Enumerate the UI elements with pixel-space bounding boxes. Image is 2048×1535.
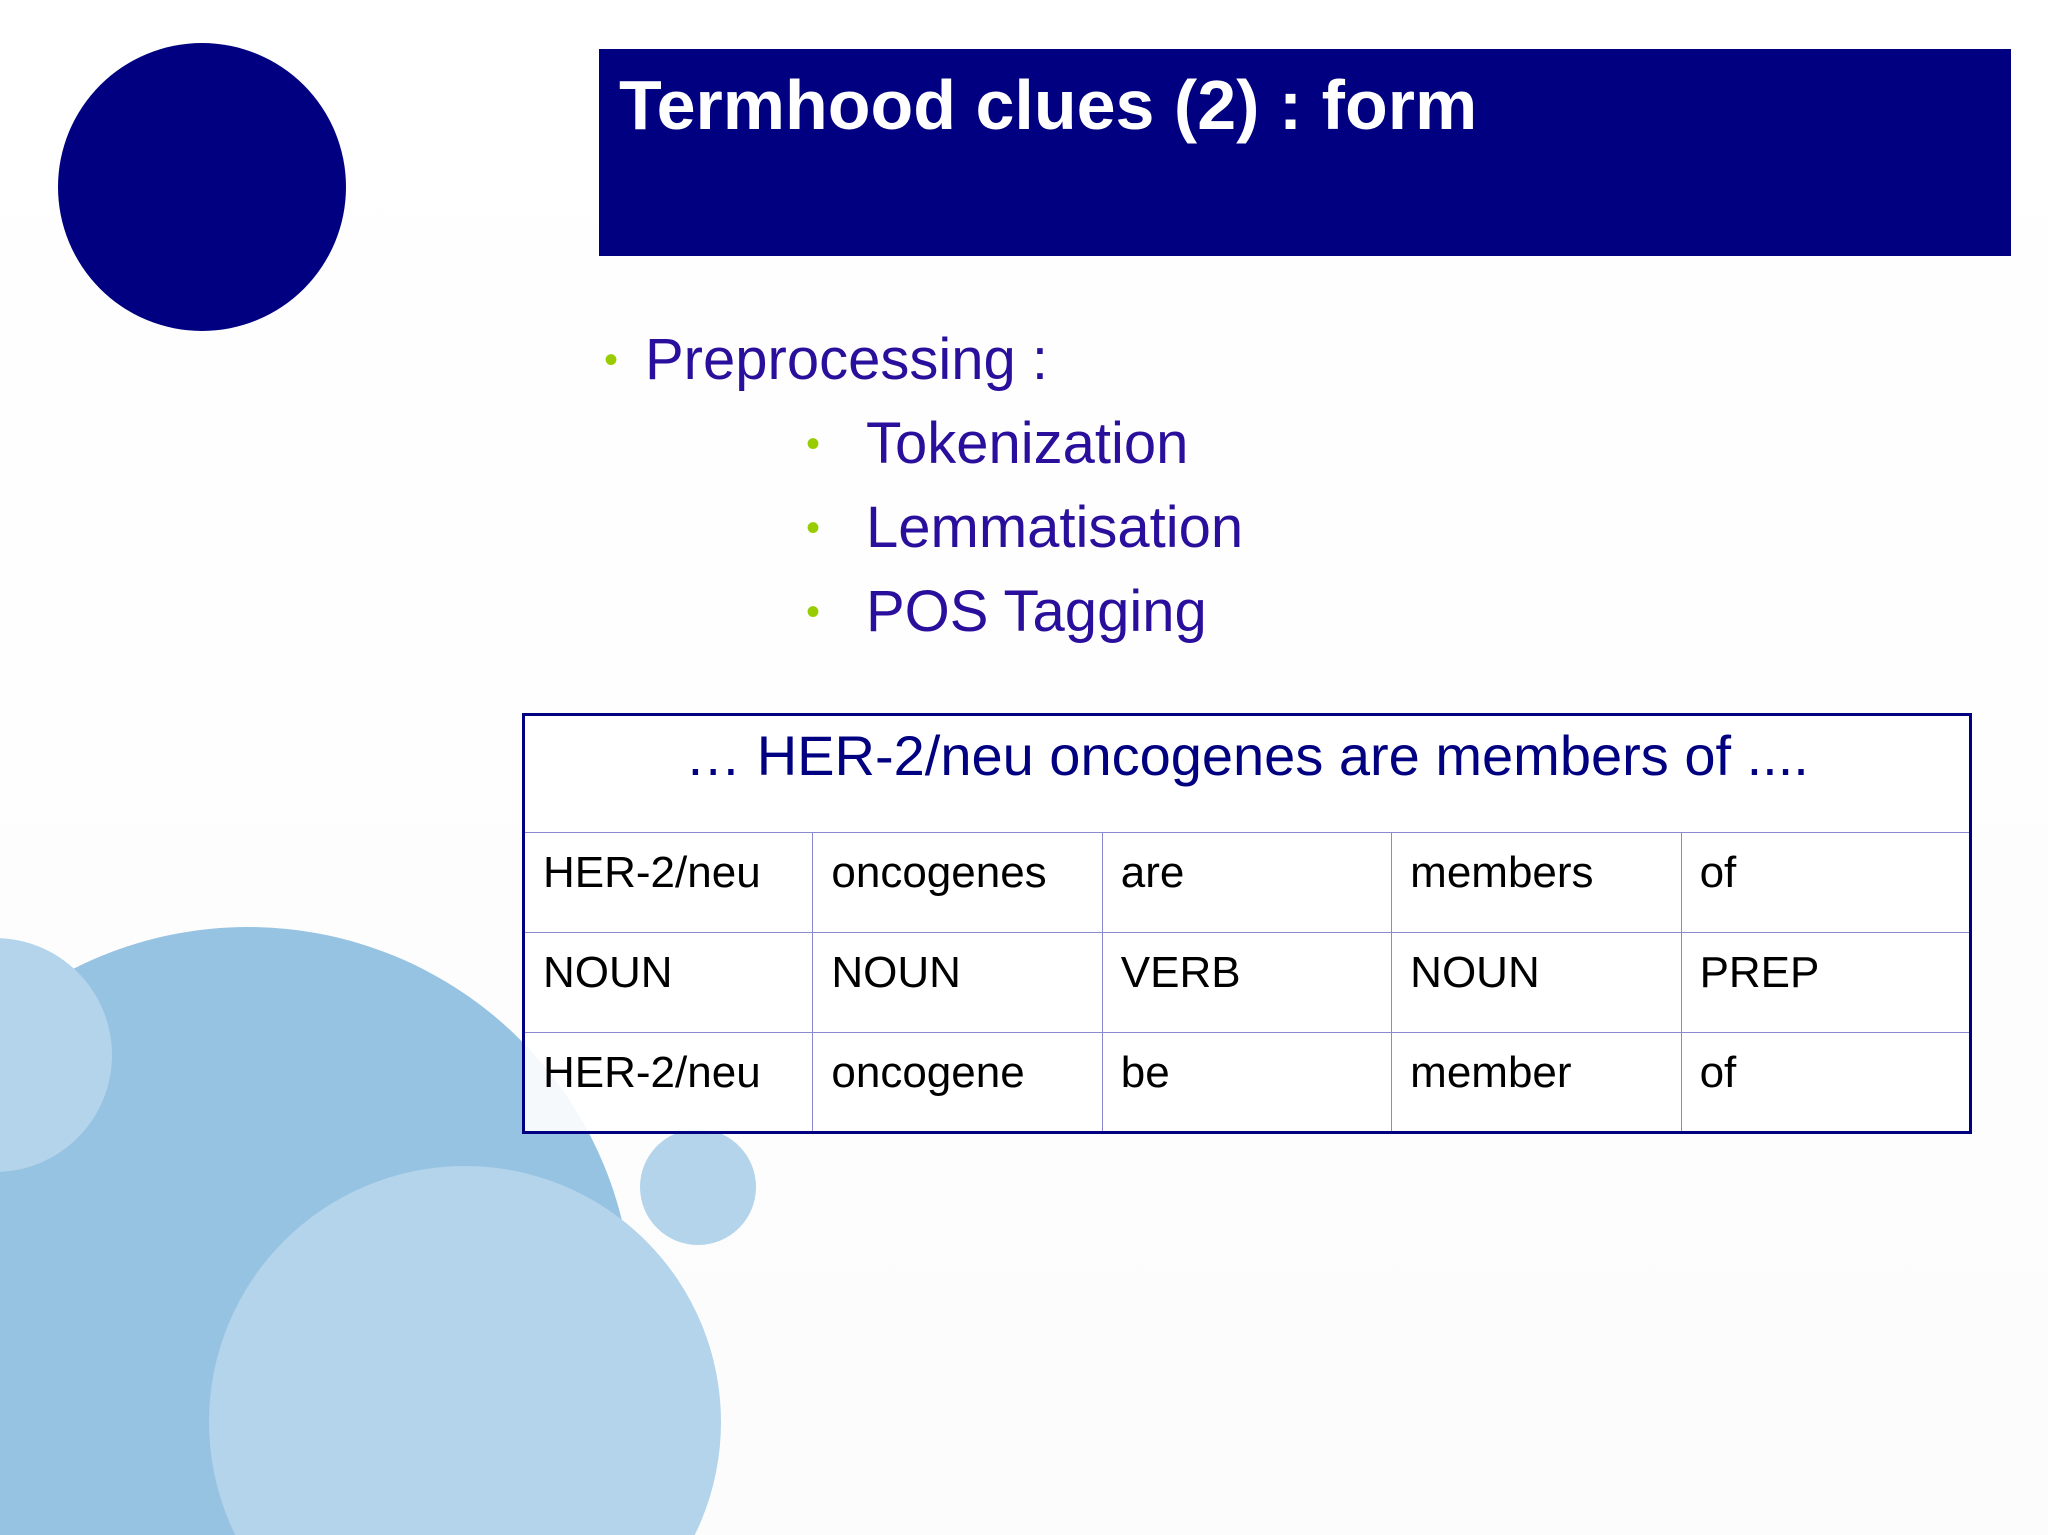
sentence-cell: … HER-2/neu oncogenes are members of .... xyxy=(524,715,1971,833)
table-cell: NOUN xyxy=(524,933,813,1033)
table-cell: PREP xyxy=(1681,933,1970,1033)
bullet-item-lemmatisation xyxy=(600,486,1900,570)
bullet-text: Lemmatisation xyxy=(866,495,1244,560)
bullet-text: Preprocessing : xyxy=(645,327,1048,392)
bullet-marker: • xyxy=(604,338,619,382)
table-cell: are xyxy=(1102,833,1391,933)
table-cell: NOUN xyxy=(813,933,1102,1033)
table-cell: HER-2/neu xyxy=(524,1033,813,1133)
bullet-list xyxy=(600,318,1900,654)
table-cell: oncogenes xyxy=(813,833,1102,933)
title-bar xyxy=(599,49,2011,256)
pos-tagging-table xyxy=(522,713,1972,1134)
table-cell: members xyxy=(1392,833,1681,933)
table-row-lemmas xyxy=(524,1033,1971,1133)
dark-blue-circle xyxy=(58,43,346,331)
table-cell: be xyxy=(1102,1033,1391,1133)
bullet-item-preprocessing xyxy=(600,318,1900,402)
table-cell: oncogene xyxy=(813,1033,1102,1133)
table-cell: of xyxy=(1681,1033,1970,1133)
bullet-text: POS Tagging xyxy=(866,579,1207,644)
bullet-marker: • xyxy=(806,590,821,634)
bullet-marker: • xyxy=(806,506,821,550)
table-cell: VERB xyxy=(1102,933,1391,1033)
sentence-row xyxy=(524,715,1971,833)
table-row-tokens xyxy=(524,833,1971,933)
tiny-blue-circle xyxy=(640,1129,756,1245)
table-cell: NOUN xyxy=(1392,933,1681,1033)
table-cell: member xyxy=(1392,1033,1681,1133)
bullet-item-pos-tagging xyxy=(600,570,1900,654)
bullet-item-tokenization xyxy=(600,402,1900,486)
table-cell: of xyxy=(1681,833,1970,933)
bullet-marker: • xyxy=(806,422,821,466)
slide-title: Termhood clues (2) : form xyxy=(619,66,1478,144)
table-row-pos-tags xyxy=(524,933,1971,1033)
bullet-text: Tokenization xyxy=(866,411,1189,476)
table-cell: HER-2/neu xyxy=(524,833,813,933)
